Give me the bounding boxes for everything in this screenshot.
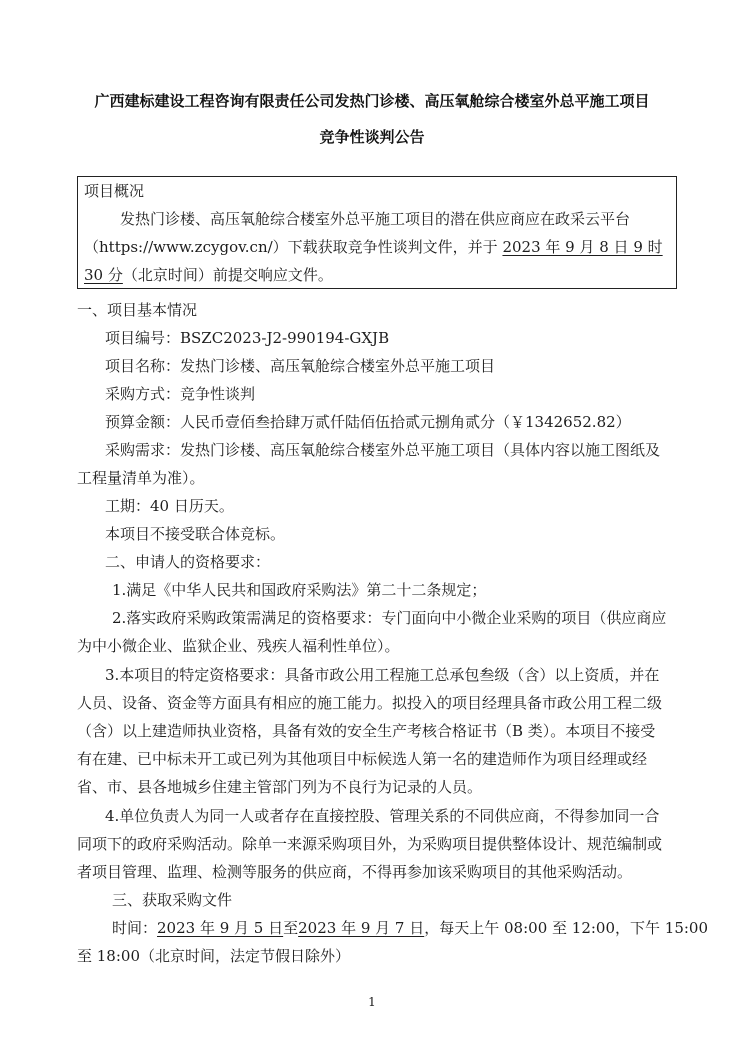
project-number: 项目编号：BSZC2023-J2-990194-GXJB xyxy=(105,329,390,347)
overview-deadline-date: 2023 年 9 月 8 日 9 时 xyxy=(502,238,663,256)
requirement-item4-line3: 者项目管理、监理、检测等服务的供应商，不得再参加该采购项目的其他采购活动。 xyxy=(77,863,633,881)
overview-text-line1: 发热门诊楼、高压氧舱综合楼室外总平施工项目的潜在供应商应在政采云平台 xyxy=(120,210,631,228)
document-title-line2: 竞争性谈判公告 xyxy=(319,128,425,146)
document-title-line1: 广西建标建设工程咨询有限责任公司发热门诊楼、高压氧舱综合楼室外总平施工项目 xyxy=(94,92,650,110)
requirement-item4-line2: 同项下的政府采购活动。除单一来源采购项目外，为采购项目提供整体设计、规范编制或 xyxy=(77,835,663,853)
daily-hours: ，每天上午 08:00 至 12:00，下午 15:00 xyxy=(424,919,709,937)
requirement-item3-line5: 省、市、县各地城乡住建主管部门列为不良行为记录的人员。 xyxy=(77,778,483,796)
overview-text-line3 xyxy=(84,264,333,286)
procurement-demand-line2: 工程量清单为准）。 xyxy=(77,469,205,487)
requirement-item2-line1: 2.落实政府采购政策需满足的资格要求：专门面向中小微企业采购的项目（供应商应 xyxy=(112,609,667,627)
requirement-item3-line3: （含）以上建造师执业资格，具备有效的安全生产考核合格证书（B 类）。本项目不接受 xyxy=(77,722,656,740)
overview-text-line2 xyxy=(84,236,663,258)
overview-deadline-minute: 30 分 xyxy=(84,266,123,284)
requirement-item3-line4: 有在建、已中标未开工或已列为其他项目中标候选人第一名的建造师作为项目经理或经 xyxy=(77,750,648,768)
overview-download-text: （https://www.zcygov.cn/）下载获取竞争性谈判文件，并于 xyxy=(84,238,503,256)
acquisition-end-date: 2023 年 9 月 7 日 xyxy=(298,919,425,937)
section1-heading: 一、项目基本情况 xyxy=(77,301,198,319)
budget-amount: 预算金额：人民币壹佰叁拾肆万贰仟陆佰伍拾贰元捌角贰分（￥1342652.82） xyxy=(105,413,631,431)
construction-period: 工期：40 日历天。 xyxy=(105,497,234,515)
requirement-item4-line1: 4.单位负责人为同一人或者存在直接控股、管理关系的不同供应商，不得参加同一合 xyxy=(105,807,660,825)
requirement-item3-line2: 人员、设备、资金等方面具有相应的施工能力。拟投入的项目经理具备市政公用工程二级 xyxy=(77,694,663,712)
requirement-item1: 1.满足《中华人民共和国政府采购法》第二十二条规定； xyxy=(112,581,487,599)
overview-submit-text: （北京时间）前提交响应文件。 xyxy=(122,266,333,284)
acquisition-time-line1 xyxy=(112,917,708,939)
overview-heading: 项目概况 xyxy=(84,182,145,200)
acquisition-time-line2: 至 18:00（北京时间，法定节假日除外） xyxy=(77,947,350,965)
procurement-demand-line1: 采购需求：发热门诊楼、高压氧舱综合楼室外总平施工项目（具体内容以施工图纸及 xyxy=(105,441,661,459)
section3-heading: 三、获取采购文件 xyxy=(112,891,233,909)
acquisition-start-date: 2023 年 9 月 5 日 xyxy=(157,919,284,937)
time-label: 时间： xyxy=(112,919,158,937)
requirement-item3-line1: 3.本项目的特定资格要求：具备市政公用工程施工总承包叁级（含）以上资质，并在 xyxy=(105,666,660,684)
page-number: 1 xyxy=(368,995,376,1009)
consortium-note: 本项目不接受联合体竞标。 xyxy=(105,525,286,543)
project-name: 项目名称：发热门诊楼、高压氧舱综合楼室外总平施工项目 xyxy=(105,357,496,375)
date-range-separator: 至 xyxy=(283,919,299,937)
procurement-method: 采购方式：竞争性谈判 xyxy=(105,385,256,403)
requirement-item2-line2: 为中小微企业、监狱企业、残疾人福利性单位）。 xyxy=(77,637,400,655)
section2-heading: 二、申请人的资格要求： xyxy=(105,553,271,571)
